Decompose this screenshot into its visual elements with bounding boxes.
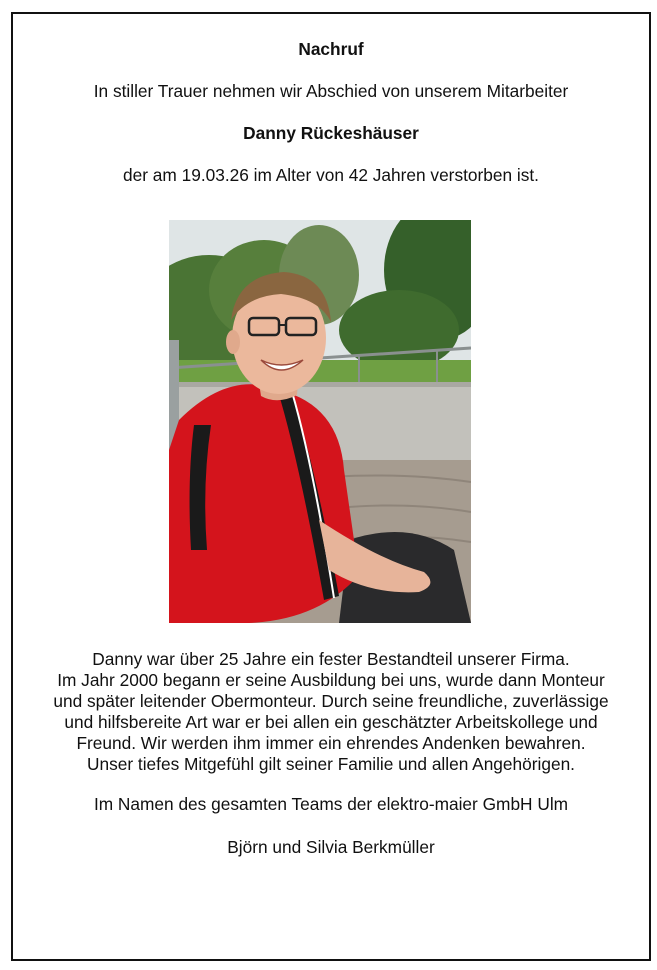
signature: Björn und Silvia Berkmüller bbox=[227, 837, 435, 857]
death-date-text: der am 19.03.26 im Alter von 42 Jahren verstorben ist. bbox=[123, 165, 539, 185]
tribute-paragraph bbox=[11, 649, 651, 775]
tribute-line: Freund. Wir werden ihm immer ein ehrendes Andenken bewahren. bbox=[76, 733, 586, 753]
tribute-line: und später leitender Obermonteur. Durch seine freundliche, zuverlässige bbox=[53, 691, 609, 711]
intro-text: In stiller Trauer nehmen wir Abschied von unserem Mitarbeiter bbox=[93, 81, 569, 101]
tribute-line: und hilfsbereite Art war er bei allen ein geschätzter Arbeitskollege und bbox=[64, 712, 598, 732]
tribute-line: Unser tiefes Mitgefühl gilt seiner Familie und allen Angehörigen. bbox=[87, 754, 575, 774]
tribute-line: Im Jahr 2000 begann er seine Ausbildung bei uns, wurde dann Monteur bbox=[57, 670, 605, 690]
tribute-line: Danny war über 25 Jahre ein fester Bestandteil unserer Firma. bbox=[92, 649, 570, 669]
notice-title: Nachruf bbox=[298, 39, 364, 59]
deceased-name: Danny Rückeshäuser bbox=[243, 123, 419, 143]
portrait-photo bbox=[169, 220, 471, 623]
team-line: Im Namen des gesamten Teams der elektro-maier GmbH Ulm bbox=[93, 794, 569, 814]
